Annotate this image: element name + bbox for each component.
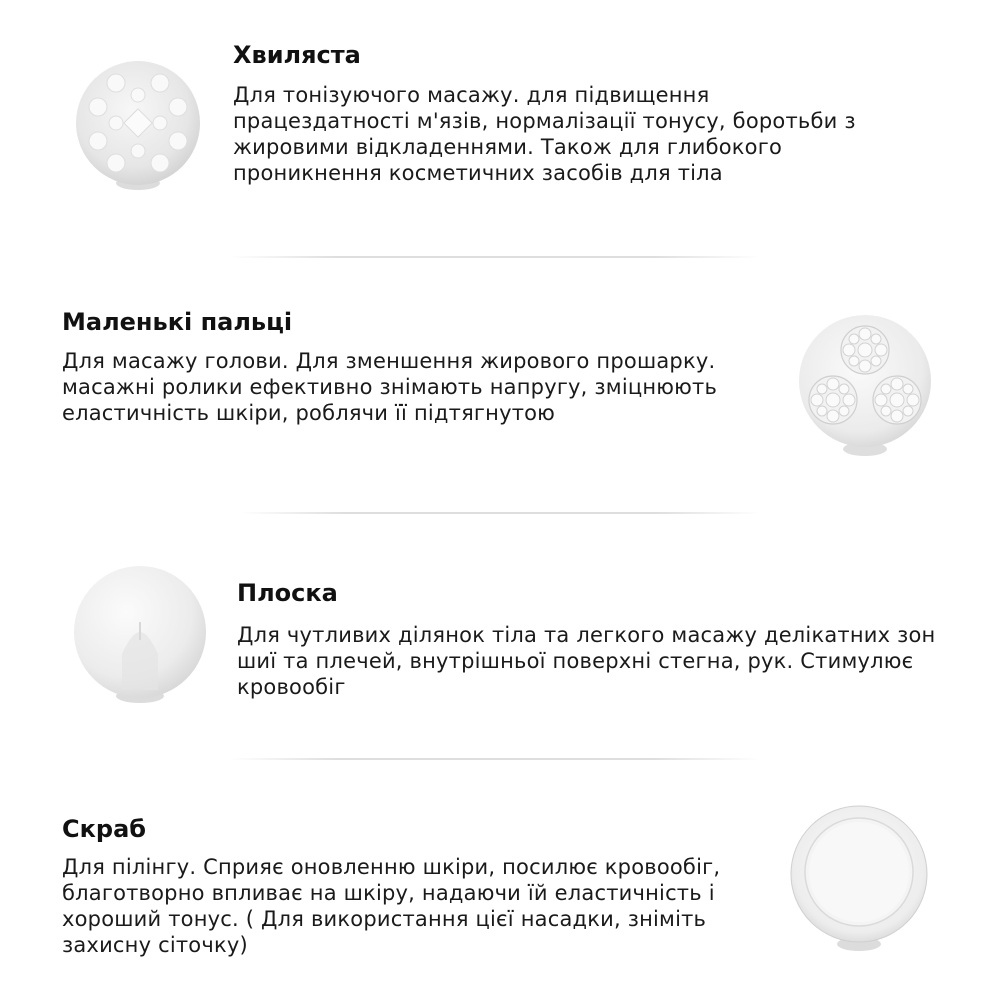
attachment-description: Для масажу голови. Для зменшення жирового прошарку. масажні ролики ефективно знімають напругу, зміцнюють еластичність шкіри, роблячи її підтягнутою	[62, 349, 718, 425]
section-divider	[230, 758, 760, 760]
attachment-description: Для пілінгу. Сприяє оновленню шкіри, посилює кровообіг, благотворно впливає на шкіру, надаючи їй еластичність і хороший тонус. ( Для використання цієї насадки, зніміть захисну сіточку)	[62, 855, 721, 957]
attachment-description: Для тонізуючого масажу. для підвищення працездатності м'язів, нормалізації тонусу, боротьби з жировими відкладеннями. Також для глибокого проникнення косметичних засобів для тіла	[233, 83, 856, 185]
scrub-attachment-icon	[784, 802, 934, 952]
flat-attachment-icon	[70, 562, 210, 707]
little-fingers-attachment-icon	[790, 305, 940, 460]
attachment-title: Скраб	[62, 815, 147, 843]
section-divider	[230, 256, 760, 258]
attachment-title: Маленькі пальці	[62, 308, 293, 336]
section-divider	[240, 512, 760, 514]
attachment-description: Для чутливих ділянок тіла та легкого масажу делікатних зон шиї та плечей, внутрішньої поверхні стегна, рук. Стимулює кровообіг	[237, 623, 936, 699]
wavy-attachment-icon	[68, 55, 208, 195]
attachment-title: Хвиляста	[233, 41, 361, 69]
attachment-title: Плоска	[237, 579, 338, 607]
